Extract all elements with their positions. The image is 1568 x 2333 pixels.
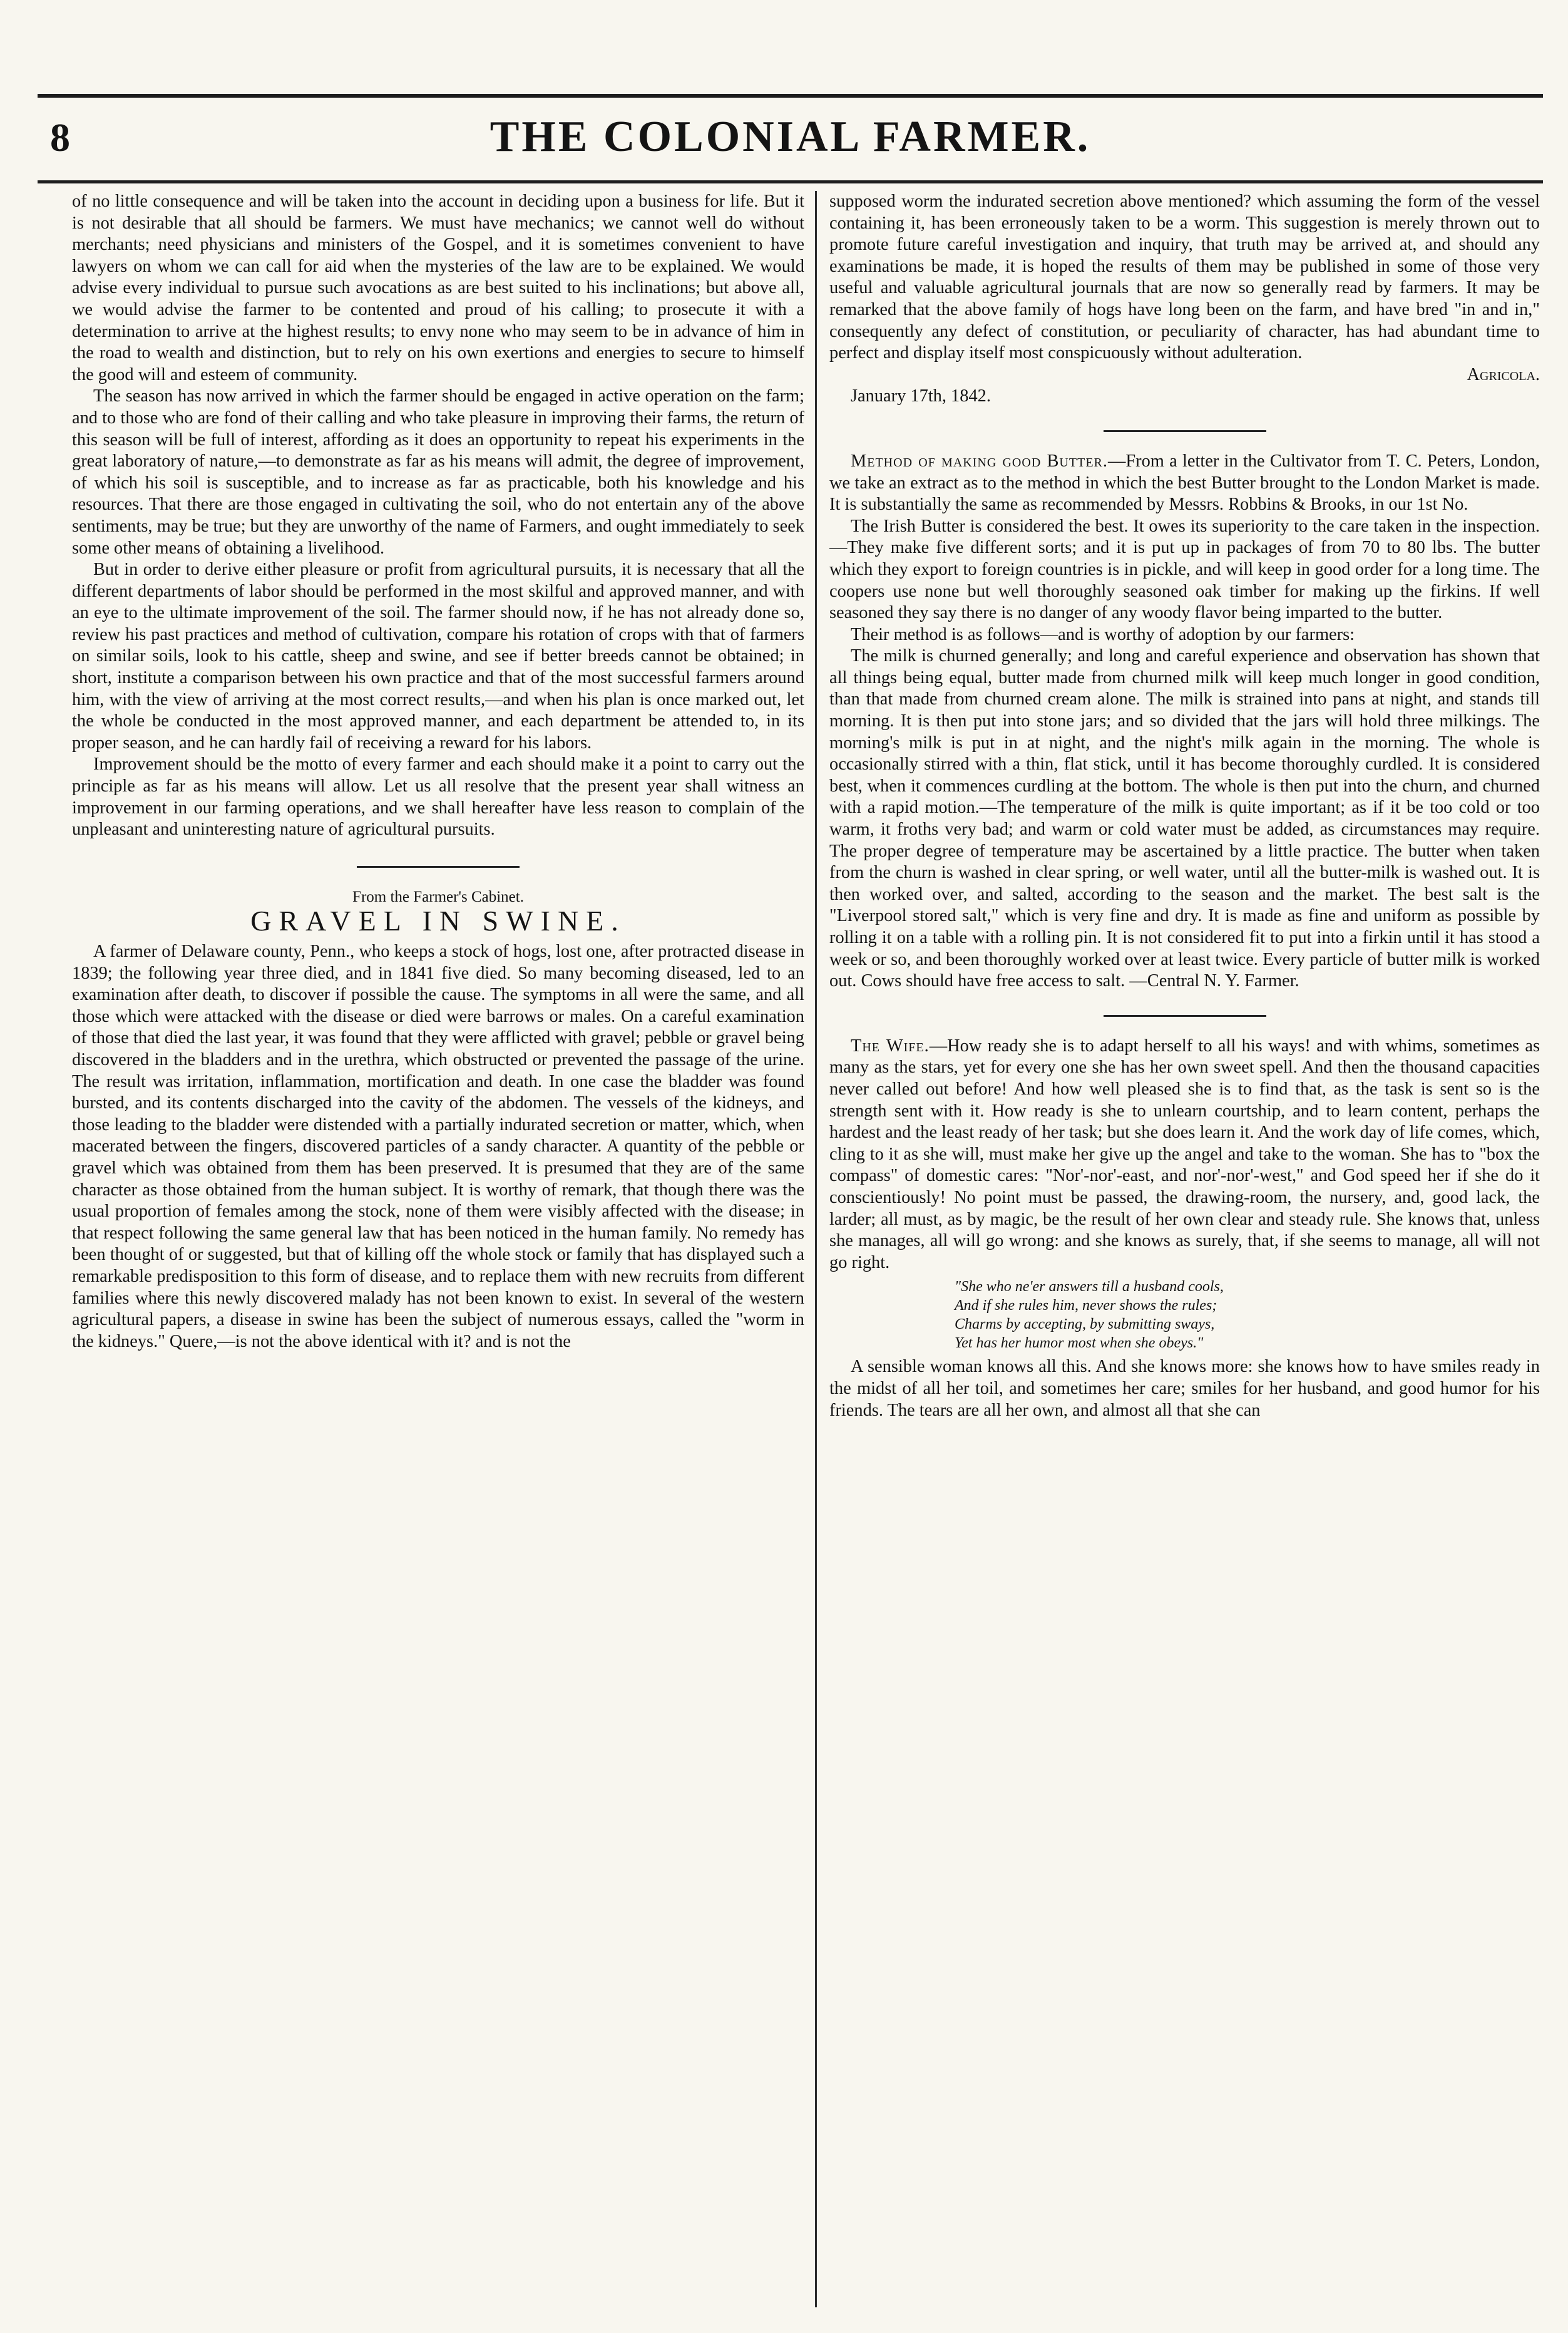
butter-paragraph: The milk is churned generally; and long and careful experience and observation has shown that all things being equal, butter made from churned milk will keep much longer in good condition, than that made from churned cream alone. The milk is strained into pans at night, and stands till morning. It is then put into stone jars; and so divided that the jars will hold three milkings. The morning's milk is put in at night, and the night's milk again in the morning. The whole is occasionally stirred with a thin, flat stick, until it has become thoroughly curdled. It is considered best, when it commences curdling at the bottom. The whole is then put into the churn, and churned with a rapid motion.—The temperature of the milk is quite important; as if it be too cold or too warm, it froths very bad; and warm or cold water must be added, as circumstances may require. The proper degree of temperature may be ascertained by a little practice. The butter when taken from the churn is washed in clear spring, or well water, until all the butter-milk is washed out. It is then worked over, and salted, according to the season and the market. The best salt is the "Liverpool stored salt," which is very fine and dry. It is made as fine and uniform as possible by rolling it on a table with a rolling pin. It is not considered fit to put into a firkin until it has stood a week or so, and been thoroughly worked over at least twice. Every particle of butter milk is worked out. Cows should have free access to salt. —Central N. Y. Farmer. [829,646,1540,991]
wife-text: —How ready she is to adapt herself to all his ways! and with whims, sometimes as many as the stars, yet for every one she has her own sweet spell. And then the thousand capacities never called out before! And how well pleased she is to find that, as the task is sent so is the strength sent with it. How ready is she to unlearn courtship, and to learn content, perhaps the hardest and the least ready of her task; but she does learn it. And the work day of life comes, which, cling to it as she will, must make her give up the angel and take to the woman. She has to "box the compass" of domestic cares: "Nor'-nor'-east, and nor'-nor'-west," and God speed her if she do it conscientiously! No point must be passed, the drawing-room, the nursery, and, good lack, the larder; all must, as by magic, be the result of her own clear and steady rule. She knows that, unless she manages, all will go wrong: and she knows as surely, that, if she seems to manage, all will not go right. [829,1036,1540,1272]
section-divider [1104,430,1266,432]
left-column [72,191,804,2301]
section-divider [357,866,520,868]
continuation-paragraph: supposed worm the indurated secretion above mentioned? which assuming the form of the vessel containing it, has been erroneously taken to be a worm. This suggestion is merely thrown out to promote future careful investigation and inquiry, that truth may be arrived at, and should any examinations be made, it is hoped the results of them may be published in some of those very useful and valuable agricultural journals that are now so generally read by farmers. It may be remarked that the above family of hogs have long been on the farm, and have bred "in and in," consequently any defect of constitution, or peculiarity of character, has had abundant time to perfect and display itself most conspicuously without adulteration. [829,192,1540,363]
dateline: January 17th, 1842. [851,386,991,406]
poem-quote [955,1277,1540,1352]
poem-line: Charms by accepting, by submitting sways, [955,1316,1215,1333]
author-signature: Agricola. [1467,364,1540,384]
page-number: 8 [50,115,70,160]
wife-paragraph [829,1036,1540,1274]
left-paragraph: Improvement should be the motto of every farmer and each should make it a point to carry out the principle as far as his means will allow. Let us all resolve that the present year shall witness an improvement in our farming operations, and we shall hereafter have less reason to complain of the unpleasant and uninteresting nature of agricultural pursuits. [72,754,804,840]
section-divider [1104,1015,1266,1017]
butter-paragraph: The Irish Butter is considered the best. It owes its superiority to the care taken in the inspection.—They make five different sorts; and it is put up in packages of from 70 to 80 lbs. The butter which they export to foreign countries is in pickle, and will keep in good order for a long time. The coopers use none but well thoroughly seasoned oak timber for making up the firkins. If well seasoned they say there is no danger of any woody flavor being imparted to the butter. [829,516,1540,623]
article-body: A farmer of Delaware county, Penn., who keeps a stock of hogs, lost one, after protracted disease in 1839; the following year three died, and in 1841 five died. So many becoming diseased, led to an examination after death, to discover if possible the cause. The symptoms in all were the same, and all those which were attacked with the disease or died were barrows or males. On a careful examination of those that died the last year, it was found that they were afflicted with gravel; pebble or gravel being discovered in the bladders and in the urethra, which obstructed or prevented the passage of the urine. The result was irritation, inflammation, mortification and death. In one case the bladder was found bursted, and its contents discharged into the cavity of the abdomen. The vessels of the kidneys, and those leading to the bladder were distended with a partially indurated secretion or matter, which, when macerated between the fingers, discovered particles of a sandy character. A quantity of the pebble or gravel which was obtained from them has been preserved. It is presumed that they are of the same character as those obtained from the human subject. It is worthy of remark, that though there was the usual proportion of females among the stock, none of them were visibly affected with the disease; in that respect following the same general law that has been noticed in the human family. No remedy has been thought of or suggested, but that of killing off the whole stock or family that has displayed such a remarkable predisposition to this form of disease, and to replace them with new recruits from different families where this newly discovered malady has not been known to exist. In several of the western agricultural papers, a disease in swine has been the subject of numerous essays, called the "worm in the kidneys." Quere,—is not the above identical with it? and is not the [72,942,804,1351]
top-rule [38,94,1543,98]
poem-line: And if she rules him, never shows the rules; [955,1297,1217,1314]
poem-line: "She who ne'er answers till a husband cools, [955,1279,1224,1295]
masthead-title: THE COLONIAL FARMER. [489,113,1091,161]
wife-lead: The Wife. [851,1036,930,1056]
column-divider [815,191,817,2307]
page-header [44,103,1537,172]
article-headline: GRAVEL IN SWINE. [250,905,626,937]
left-paragraph: But in order to derive either pleasure or profit from agricultural pursuits, it is necessary that all the different departments of labor should be performed in the most skilful and approved manner, and with an eye to the ultimate improvement of the soil. The farmer should now, if he has not already done so, review his past practices and method of cultivation, compare his rotation of crops with that of farmers on similar soils, look to his cattle, sheep and swine, and see if better breeds cannot be obtained; in short, institute a comparison between his own practice and that of the most successful farmers around him, with the view of arriving at the most correct results,—and when his plan is once marked out, let the whole be conducted in the most approved manner, and each department be attended to, in its proper season, and he can hardly fail of receiving a reward for his labors. [72,560,804,753]
poem-line: Yet has her humor most when she obeys." [955,1335,1204,1352]
header-rule [38,180,1543,183]
article-source: From the Farmer's Cabinet. [352,888,524,905]
butter-intro [829,451,1540,516]
butter-intro-text: —From a letter in the Cultivator from T. C. Peters, London, we take an extract as to the method in which the best Butter brought to the London Market is made. It is substantially the same as recommended by Messrs. Robbins & Brooks, in our 1st No. [829,451,1540,515]
butter-lead: Method of making good Butter. [851,451,1108,471]
left-paragraph: of no little consequence and will be taken into the account in deciding upon a business for life. But it is not desirable that all should be farmers. We must have mechanics; we cannot well do without merchants; need physicians and ministers of the Gospel, and it is sometimes convenient to have lawyers on whom we can call for aid when the mysteries of the law are to be explained. We would advise every individual to pursue such avocations as are best suited to his inclinations; but above all, we would advise the farmer to be contented and proud of his calling; to prosecute it with a determination to arrive at the highest results; to envy none who may seem to be in advance of him in the road to wealth and distinction, but to rely on his own exertions and energies to secure to himself the good will and esteem of community. [72,192,804,384]
left-paragraph: The season has now arrived in which the farmer should be engaged in active operation on the farm; and to those who are fond of their calling and who take pleasure in improving their farms, the return of this season will be full of interest, affording as it does an opportunity to repeat his experiments in the great laboratory of nature,—to demonstrate as far as his means will admit, the degree of improvement, of which his soil is susceptible, and to increase as far as practicable, both his knowledge and his resources. That there are those engaged in cultivating the soil, who do not entertain any of the above sentiments, may be true; but they are unworthy of the name of Farmers, and ought immediately to seek some other means of obtaining a livelihood. [72,386,804,558]
right-column [829,191,1540,2301]
wife-paragraph: A sensible woman knows all this. And she knows more: she knows how to have smiles ready in the midst of all her toil, and sometimes her care; smiles for her husband, and good humor for his friends. The tears are all her own, and almost all that she can [829,1357,1540,1420]
butter-paragraph: Their method is as follows—and is worthy of adoption by our farmers: [851,624,1355,644]
